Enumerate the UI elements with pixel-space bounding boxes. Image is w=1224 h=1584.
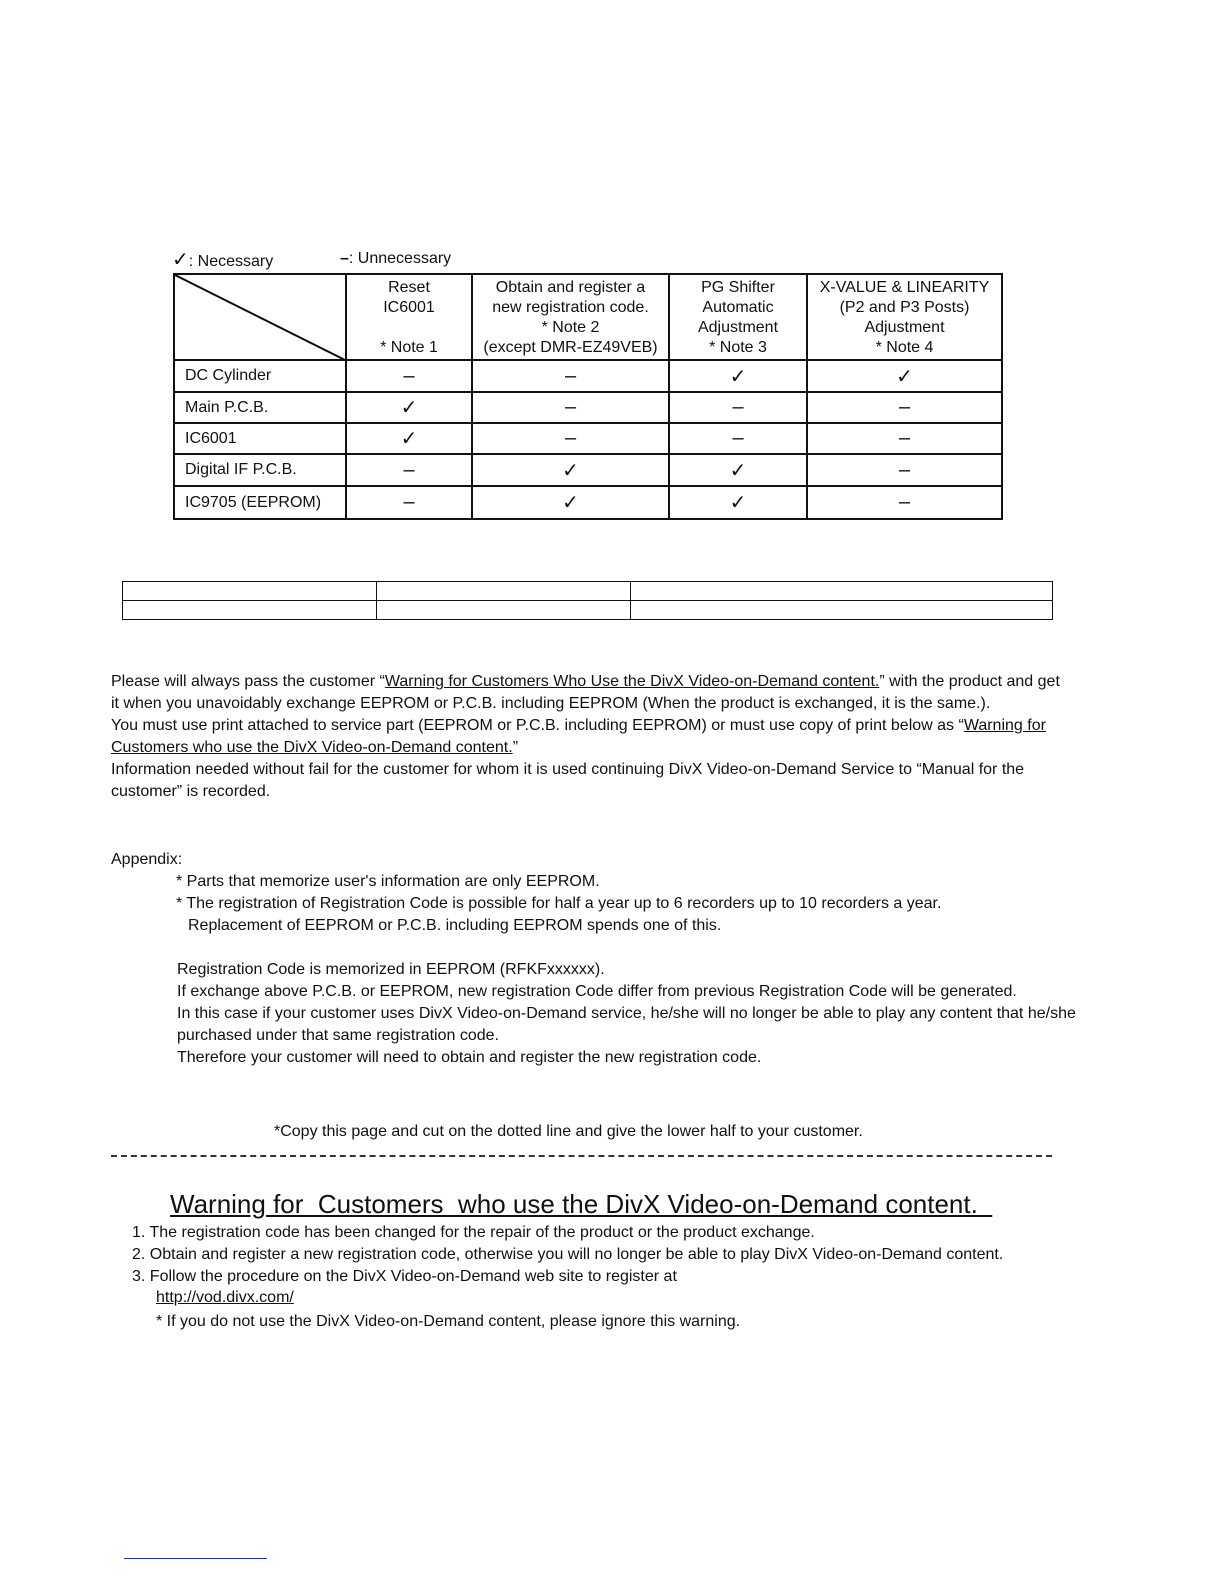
dotted-cut-line xyxy=(111,1155,1052,1157)
blank-cell xyxy=(123,601,377,620)
warning-item: 1. The registration code has been changed for the repair of the product or the product exchange. xyxy=(132,1224,815,1241)
legend-unnecessary-label: : Unnecessary xyxy=(348,250,452,267)
registration-line: Therefore your customer will need to obtain and register the new registration code. xyxy=(177,1049,762,1066)
appendix-item: * The registration of Registration Code is possible for half a year up to 6 recorders up to 10 recorders a year. xyxy=(176,895,942,912)
header-line: * Note 4 xyxy=(875,339,934,356)
table-row xyxy=(174,454,1002,486)
table-row xyxy=(174,360,1002,392)
blank-row xyxy=(123,601,1053,620)
header-line: (except DMR-EZ49VEB) xyxy=(483,339,658,356)
table-cell: – xyxy=(807,423,1002,454)
table-cell: – xyxy=(669,423,807,454)
blank-cell xyxy=(631,601,1053,620)
table-cell: ✓ xyxy=(669,360,807,392)
table-cell: – xyxy=(669,392,807,423)
copy-instruction: *Copy this page and cut on the dotted line and give the lower half to your customer. xyxy=(274,1123,863,1140)
appendix-item-continuation: Replacement of EEPROM or P.C.B. including EEPROM spends one of this. xyxy=(188,917,722,934)
header-line: Obtain and register a xyxy=(495,279,646,296)
row-label: Digital IF P.C.B. xyxy=(174,454,346,486)
table-row xyxy=(174,486,1002,519)
table-cell: – xyxy=(807,454,1002,486)
table-cell: – xyxy=(472,423,669,454)
table-cell: – xyxy=(346,454,472,486)
blank-cell xyxy=(123,582,377,601)
check-icon: ✓ xyxy=(172,249,189,271)
divx-url-link[interactable]: http://vod.divx.com/ xyxy=(156,1289,294,1306)
warning-note: * If you do not use the DivX Video-on-Demand content, please ignore this warning. xyxy=(156,1313,741,1330)
row-label: Main P.C.B. xyxy=(174,392,346,423)
appendix-items xyxy=(176,871,941,937)
header-line: * Note 2 xyxy=(541,319,600,336)
registration-line: If exchange above P.C.B. or EEPROM, new registration Code differ from previous Registration Code will be generated. xyxy=(177,983,1017,1000)
header-line: (P2 and P3 Posts) xyxy=(839,299,970,316)
notice-text: Please will always pass the customer “ xyxy=(111,673,385,690)
warning-title: Warning for Customers who use the DivX Video-on-Demand content. xyxy=(170,1189,993,1219)
notice-text: You must use print attached to service part (EEPROM or P.C.B. including EEPROM) or must use copy of print below as “ xyxy=(111,717,964,734)
column-header-reset xyxy=(346,274,472,360)
legend-unnecessary xyxy=(340,250,451,268)
table-cell: – xyxy=(346,486,472,519)
table-row xyxy=(174,392,1002,423)
table-cell: ✓ xyxy=(807,360,1002,392)
notice-text: ” with the product and get it when you unavoidably exchange EEPROM or P.C.B. including EEPROM (When the product is exchanged, it is the same.). xyxy=(111,673,1060,712)
column-header-x-value xyxy=(807,274,1002,360)
notice-paragraph-1 xyxy=(111,671,1071,715)
header-line: Adjustment xyxy=(864,319,945,336)
notice-paragraph-3: Information needed without fail for the customer for whom it is used continuing DivX Video-on-Demand Service to “Manual for the customer” is recorded. xyxy=(111,761,1025,800)
appendix-item: * Parts that memorize user's information are only EEPROM. xyxy=(176,873,600,890)
header-spacer xyxy=(347,318,471,338)
header-row xyxy=(174,274,1002,360)
replacement-matrix-table xyxy=(173,273,1003,520)
appendix-heading: Appendix: xyxy=(111,851,183,868)
table-cell: ✓ xyxy=(472,454,669,486)
warning-link: Warning for Customers Who Use the DivX Video-on-Demand content. xyxy=(384,673,880,690)
notice-section xyxy=(111,671,1071,803)
blank-cell xyxy=(377,601,631,620)
row-label: DC Cylinder xyxy=(174,360,346,392)
notice-paragraph-2 xyxy=(111,715,1071,759)
table-cell: ✓ xyxy=(472,486,669,519)
table-row xyxy=(174,423,1002,454)
table-cell: – xyxy=(472,392,669,423)
legend-necessary-label: : Necessary xyxy=(188,253,274,270)
table-cell: ✓ xyxy=(669,486,807,519)
diagonal-line xyxy=(175,275,347,361)
warning-item: 2. Obtain and register a new registration code, otherwise you will no longer be able to play DivX Video-on-Demand content. xyxy=(132,1246,1004,1263)
registration-line: In this case if your customer uses DivX Video-on-Demand service, he/she will no longer be able to play any content that he/she purchased under that same registration code. xyxy=(177,1005,1076,1044)
footer-rule xyxy=(124,1558,267,1559)
notice-text: ” xyxy=(512,739,519,756)
header-line: X-VALUE & LINEARITY xyxy=(819,279,990,296)
table-cell: – xyxy=(472,360,669,392)
header-line: * Note 1 xyxy=(380,339,438,356)
header-line: Reset xyxy=(388,279,430,296)
row-label: IC9705 (EEPROM) xyxy=(174,486,346,519)
column-header-obtain-register xyxy=(472,274,669,360)
header-line: IC6001 xyxy=(383,299,435,316)
header-line: * Note 3 xyxy=(709,339,767,356)
registration-info xyxy=(177,959,1077,1069)
header-line: PG Shifter xyxy=(701,279,775,296)
header-line: Adjustment xyxy=(697,319,779,336)
table-cell: – xyxy=(807,486,1002,519)
blank-table xyxy=(122,581,1053,620)
row-label: IC6001 xyxy=(174,423,346,454)
dash-icon: – xyxy=(340,250,349,267)
table-cell: ✓ xyxy=(346,423,472,454)
warning-list xyxy=(132,1222,1092,1288)
header-line: Automatic xyxy=(702,299,774,316)
registration-line: Registration Code is memorized in EEPROM (RFKFxxxxxx). xyxy=(177,961,605,978)
blank-cell xyxy=(377,582,631,601)
warning-item: 3. Follow the procedure on the DivX Video-on-Demand web site to register at xyxy=(132,1268,677,1285)
table-cell: – xyxy=(807,392,1002,423)
blank-row xyxy=(123,582,1053,601)
legend xyxy=(172,249,452,271)
header-line: new registration code. xyxy=(492,299,649,316)
table-cell: ✓ xyxy=(669,454,807,486)
table-cell: – xyxy=(346,360,472,392)
diagonal-header-cell xyxy=(174,274,346,360)
column-header-pg-shifter xyxy=(669,274,807,360)
blank-cell xyxy=(631,582,1053,601)
table-cell: ✓ xyxy=(346,392,472,423)
warning-link: Warning for Customers who use the DivX Video-on-Demand content. xyxy=(111,717,1046,756)
